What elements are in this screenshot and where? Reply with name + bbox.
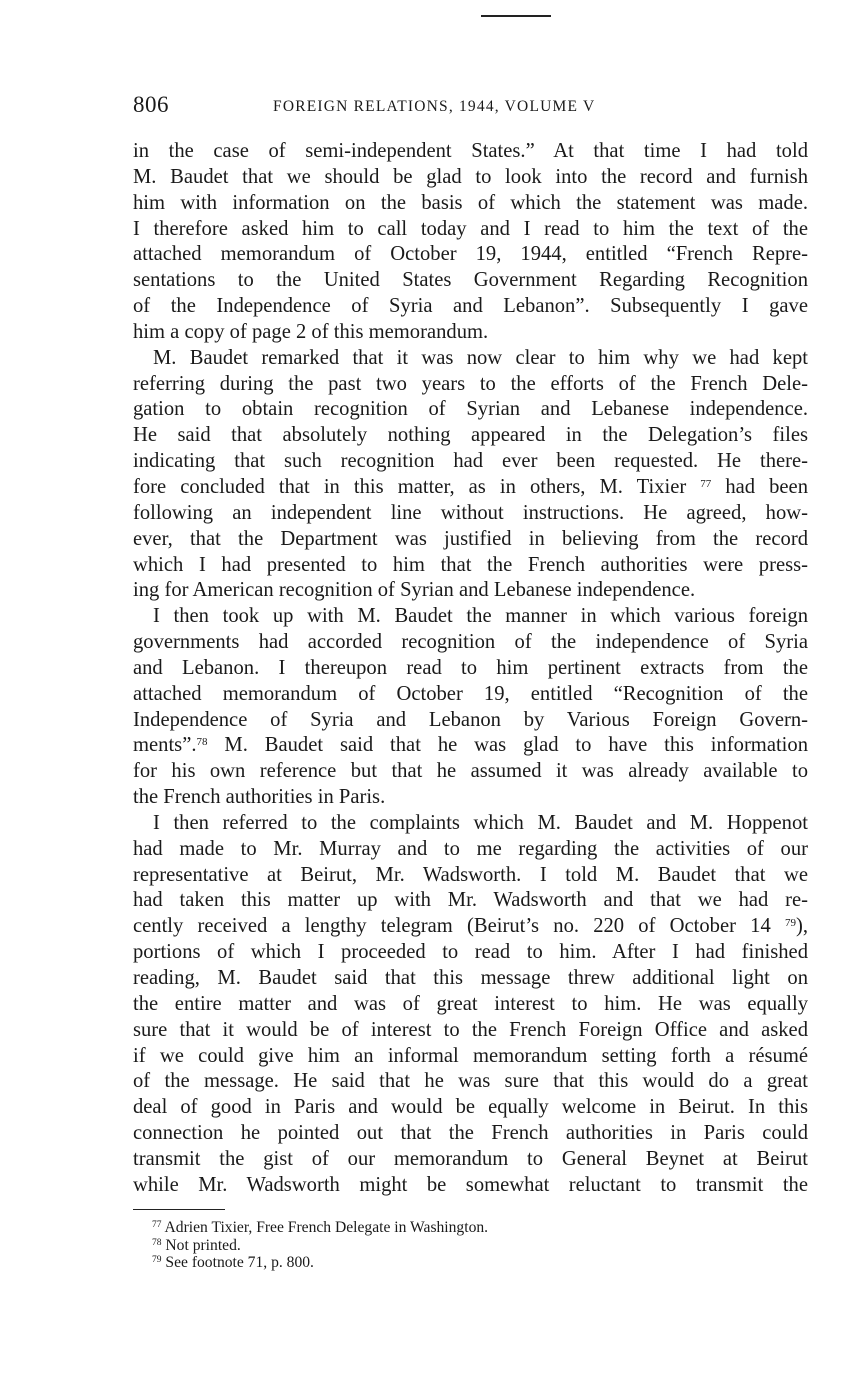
running-head [133, 92, 808, 124]
text-line: following an independent line without instructions. He agreed, how- [133, 501, 808, 524]
footnote-text: See footnote 71, p. 800. [165, 1254, 314, 1272]
text-line: gation to obtain recognition of Syrian and Lebanese independence. [133, 398, 808, 421]
footnote-ref: 78 [196, 736, 208, 749]
text-line: M. Baudet remarked that it was now clear to him why we had kept [153, 346, 808, 369]
text-line: transmit the gist of our memorandum to General Beynet at Beirut [133, 1147, 808, 1170]
text-line: Independence of Syria and Lebanon by Various Foreign Govern- [133, 708, 808, 731]
text-fragment: had been [711, 475, 808, 498]
text-line: which I had presented to him that the French authorities were press- [133, 553, 808, 576]
text-line: the French authorities in Paris. [133, 786, 386, 809]
footnote-marker: 77 [152, 1220, 162, 1230]
footnote-ref: 79 [784, 917, 796, 930]
text-line: attached memorandum of October 19, entitled “Recognition of the [133, 682, 808, 705]
body-text [133, 139, 808, 1199]
footnote-rule [133, 1209, 225, 1210]
text-line: sentations to the United States Government Regarding Recognition [133, 269, 808, 292]
text-line: if we could give him an informal memorandum setting forth a résumé [133, 1044, 808, 1067]
footnote [152, 1254, 808, 1272]
footnote-marker: 78 [152, 1237, 162, 1248]
running-title: FOREIGN RELATIONS, 1944, VOLUME V [273, 98, 596, 115]
footnote-marker: 79 [152, 1255, 162, 1266]
text-line: He said that absolutely nothing appeared in the Delegation’s files [133, 424, 808, 447]
text-line: representative at Beirut, Mr. Wadsworth. I told M. Baudet that we [133, 863, 808, 886]
text-line [133, 733, 808, 759]
text-line: portions of which I proceeded to read to him. After I had finished [133, 941, 808, 964]
page-number: 806 [133, 92, 169, 117]
text-fragment: fore concluded that in this matter, as in others, M. Tixier [133, 475, 687, 498]
text-line: I then referred to the complaints which M. Baudet and M. Hoppenot [153, 811, 808, 834]
text-line: him with information on the basis of which the statement was made. [133, 191, 808, 214]
text-line: in the case of semi-independent States.” At that time I had told [133, 140, 808, 162]
text-line: had made to Mr. Murray and to me regarding the activities of our [133, 837, 808, 860]
text-line: and Lebanon. I thereupon read to him pertinent extracts from the [133, 656, 808, 679]
text-line: M. Baudet that we should be glad to look into the record and furnish [133, 165, 808, 188]
text-fragment: ), [795, 915, 808, 938]
footnote-text: Adrien Tixier, Free French Delegate in Washington. [164, 1219, 489, 1236]
text-line: deal of good in Paris and would be equally welcome in Beirut. In this [133, 1096, 808, 1119]
text-fragment: M. Baudet said that he was glad to have this information [207, 734, 808, 757]
text-line: had taken this matter up with Mr. Wadsworth and that we had re- [133, 889, 808, 912]
text-line: of the message. He said that he was sure that this would do a great [133, 1070, 808, 1093]
text-line: I therefore asked him to call today and I read to him the text of the [133, 217, 808, 240]
text-line: him a copy of page 2 of this memorandum. [133, 320, 489, 343]
text-line: attached memorandum of October 19, 1944, entitled “French Repre- [133, 243, 808, 266]
text-line: connection he pointed out that the French authorities in Paris could [133, 1122, 808, 1145]
top-rule [481, 15, 551, 17]
text-fragment: cently received a lengthy telegram (Beirut’s no. 220 of October 14 [133, 915, 771, 938]
paragraph [133, 139, 808, 346]
text-line [133, 475, 808, 501]
text-line: reading, M. Baudet said that this message threw additional light on [133, 967, 808, 989]
paragraph [133, 604, 808, 811]
paragraph [133, 346, 808, 604]
text-fragment: ments”. [133, 734, 197, 757]
text-line: while Mr. Wadsworth might be somewhat reluctant to transmit the [133, 1173, 808, 1196]
text-line: ever, that the Department was justified in believing from the record [133, 527, 808, 550]
text-line: I then took up with M. Baudet the manner in which various foreign [153, 605, 808, 628]
text-line: governments had accorded recognition of the independence of Syria [133, 631, 808, 654]
text-line: for his own reference but that he assumed it was already available to [133, 760, 808, 783]
footnote [152, 1237, 808, 1255]
footnote-ref: 77 [700, 477, 712, 490]
text-line: indicating that such recognition had ever been requested. He there- [133, 450, 808, 473]
footnote [152, 1219, 808, 1237]
paragraph [133, 811, 808, 1199]
footnote-text: Not printed. [165, 1236, 241, 1254]
text-line [133, 914, 808, 940]
text-line: referring during the past two years to the efforts of the French Dele- [133, 372, 808, 395]
text-line: ing for American recognition of Syrian and Lebanese independence. [133, 579, 696, 602]
text-line: of the Independence of Syria and Lebanon”. Subsequently I gave [133, 295, 808, 318]
footnotes [152, 1219, 808, 1272]
text-line: sure that it would be of interest to the French Foreign Office and asked [133, 1018, 808, 1041]
text-line: the entire matter and was of great interest to him. He was equally [133, 992, 808, 1015]
